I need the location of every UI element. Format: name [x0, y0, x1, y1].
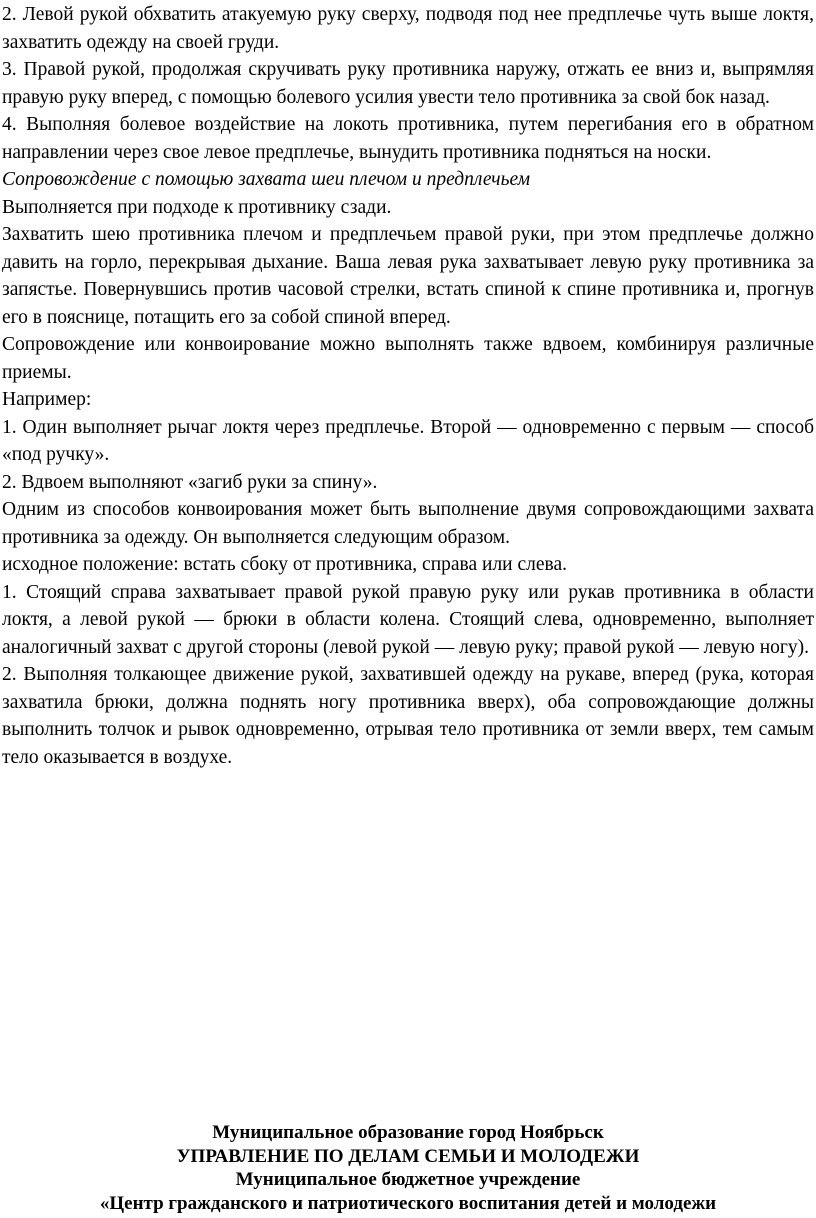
clothing-step-2-paragraph: 2. Выполняя толкающее движение рукой, захватившей одежду на рукаве, вперед (рука, которая захватила брюки, должна поднять ногу противника вверх), оба сопровождающие должны выполнить толчок и рывок одновременно, отрывая тело противника от земли вверх, тем самым тело оказывается в воздухе. — [2, 664, 814, 768]
section-heading: Сопровождение с помощью захвата шеи плечом и предплечьем — [2, 169, 531, 190]
department-line: УПРАВЛЕНИЕ ПО ДЕЛАМ СЕМЬИ И МОЛОДЕЖИ — [176, 1145, 640, 1167]
clothing-step-1-paragraph: 1. Стоящий справа захватывает правой рукой правую руку или рукав противника в области локтя, а левой рукой — брюки в области колена. Стоящий слева, одновременно, выполняет аналогичный захват с другой стороны (левой рукой — левую руку; правой рукой — левую ногу). — [2, 581, 814, 658]
example-label: Например: — [2, 389, 92, 410]
institution-type-line: Муниципальное бюджетное учреждение — [235, 1169, 581, 1190]
document-body — [2, 1, 814, 771]
example-1-paragraph: 1. Один выполняет рычаг локтя через предплечье. Второй — одновременно с первым — способ «под ручку». — [2, 416, 814, 465]
starting-position-paragraph: исходное положение: встать сбоку от противника, справа или слева. — [2, 554, 568, 575]
step-3-paragraph: 3. Правой рукой, продолжая скручивать руку противника наружу, отжать ее вниз и, выпрямляя правую руку вперед, с помощью болевого усилия увести тело противника за свой бок назад. — [2, 59, 814, 108]
institution-header — [0, 1121, 816, 1215]
step-4-paragraph: 4. Выполняя болевое воздействие на локоть противника, путем перегибания его в обратном направлении через свое левое предплечье, вынудить противника подняться на носки. — [2, 114, 814, 163]
neck-hold-paragraph: Захватить шею противника плечом и предплечьем правой руки, при этом предплечье должно давить на горло, перекрывая дыхание. Ваша левая рука захватывает левую руку противника за запястье. Повернувшись против часовой стрелки, встать спиной к спине противника и, прогнув его в пояснице, потащить его за собой спиной вперед. — [2, 224, 814, 328]
institution-name-line: «Центр гражданского и патриотического воспитания детей и молодежи — [99, 1192, 717, 1214]
clothing-escort-paragraph: Одним из способов конвоирования может быть выполнение двумя сопровождающими захвата противника за одежду. Он выполняется следующим образом. — [2, 499, 814, 548]
escort-pair-paragraph: Сопровождение или конвоирование можно выполнять также вдвоем, комбинируя различные приемы. — [2, 334, 814, 383]
step-2-paragraph: 2. Левой рукой обхватить атакуемую руку сверху, подводя под нее предплечье чуть выше локтя, захватить одежду на своей груди. — [2, 4, 814, 53]
example-2-paragraph: 2. Вдвоем выполняют «загиб руки за спину». — [2, 471, 378, 493]
approach-paragraph: Выполняется при подходе к противнику сзади. — [2, 196, 392, 218]
municipality-line: Муниципальное образование город Ноябрьск — [212, 1122, 604, 1143]
